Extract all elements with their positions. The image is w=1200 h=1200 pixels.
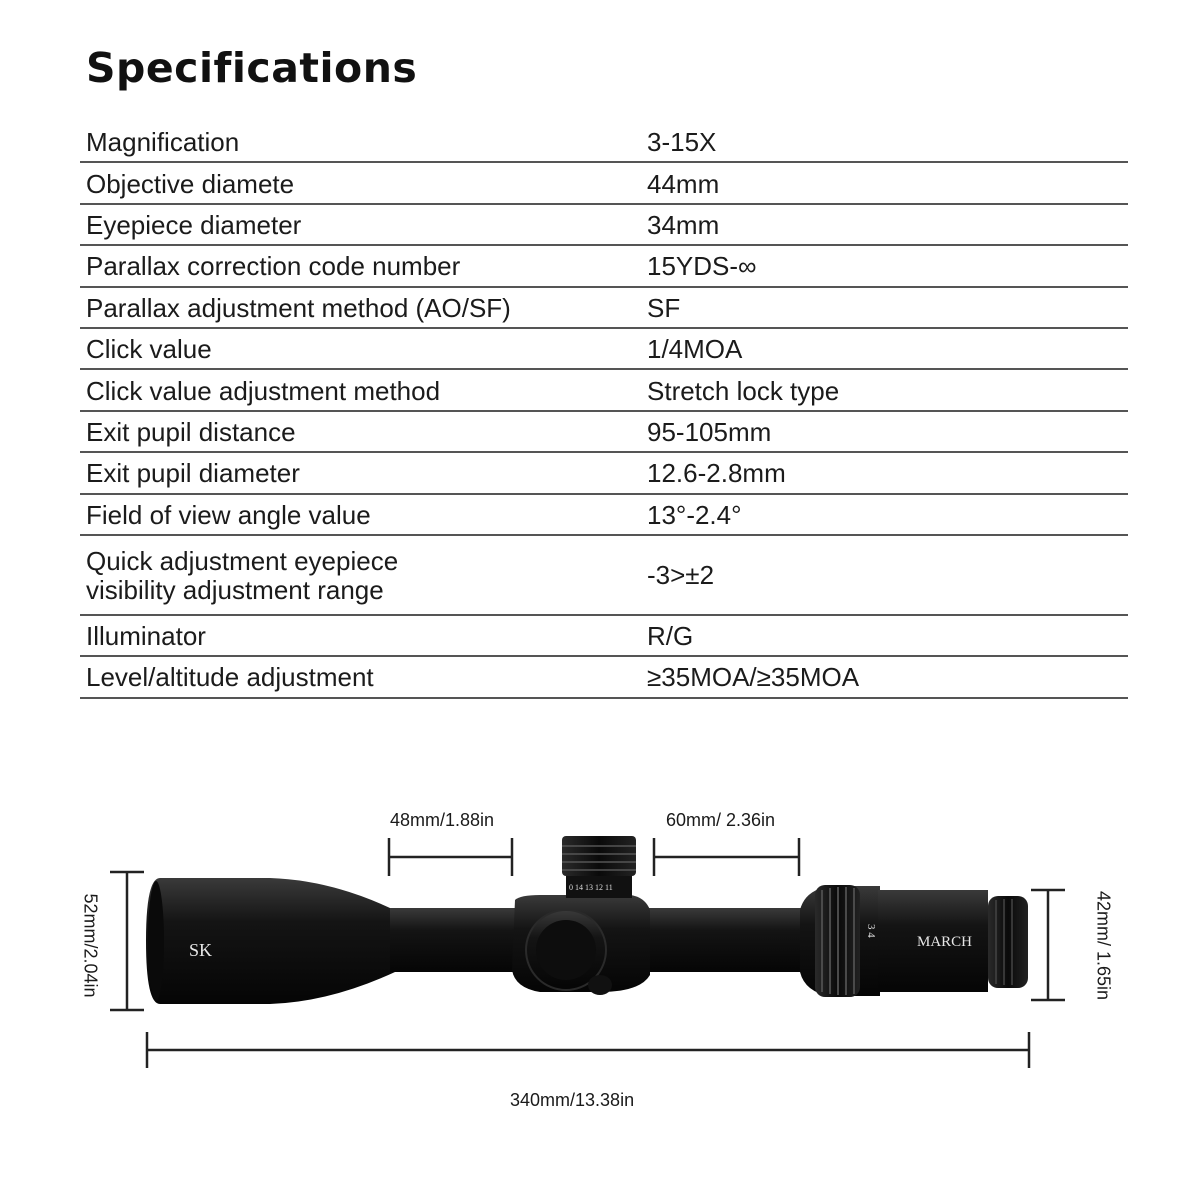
eyepiece-height-dimension-label: 42mm/ 1.65in	[1093, 890, 1114, 1001]
objective-bell	[146, 878, 395, 1004]
specifications-table	[80, 122, 1128, 699]
spec-value: -3>±2	[647, 560, 715, 591]
page-title: Specifications	[86, 44, 418, 92]
table-row	[80, 163, 1128, 204]
spec-label: Parallax correction code number	[86, 251, 461, 282]
table-row	[80, 495, 1128, 536]
spec-label: Parallax adjustment method (AO/SF)	[86, 292, 511, 323]
eyepiece-ring	[988, 896, 1028, 988]
table-row	[80, 329, 1128, 370]
spec-label: Click value adjustment method	[86, 375, 441, 406]
turret-numbers: 0 14 13 12 11	[569, 883, 613, 892]
objective-lens-rim	[148, 881, 164, 1001]
scope-dimension-diagram	[0, 760, 1200, 1160]
table-row	[80, 536, 1128, 616]
ring-numbers: 3 4	[865, 924, 877, 938]
spec-label: Illuminator	[86, 621, 206, 652]
illumination-knob	[588, 975, 612, 995]
spec-label: Magnification	[86, 127, 240, 158]
eyepiece-brand-label: MARCH	[917, 934, 973, 950]
spec-label: Click value	[86, 334, 212, 365]
table-row	[80, 246, 1128, 287]
spec-value: 44mm	[647, 168, 720, 199]
spec-label: Exit pupil diameter	[86, 458, 300, 489]
table-row	[80, 616, 1128, 657]
tube-left-dimension-label: 48mm/1.88in	[390, 810, 495, 830]
tube-right-dimension-label: 60mm/ 2.36in	[666, 810, 776, 830]
spec-value: 12.6-2.8mm	[647, 458, 786, 489]
spec-value: 95-105mm	[647, 416, 772, 447]
table-row	[80, 453, 1128, 494]
spec-value: 34mm	[647, 209, 720, 240]
spec-value: 1/4MOA	[647, 334, 743, 365]
objective-height-dimension-label: 52mm/2.04in	[80, 893, 101, 998]
table-row	[80, 288, 1128, 329]
spec-label: Field of view angle value	[86, 499, 371, 530]
scope-drawing	[0, 760, 1200, 1160]
spec-value: Stretch lock type	[647, 375, 840, 406]
table-row	[80, 412, 1128, 453]
spec-value: SF	[647, 292, 681, 323]
objective-brand-label: SK	[189, 940, 213, 960]
spec-label: Exit pupil distance	[86, 416, 296, 447]
table-row	[80, 370, 1128, 411]
spec-value: 3-15X	[647, 127, 717, 158]
spec-value: 13°-2.4°	[647, 499, 742, 530]
table-row	[80, 122, 1128, 163]
total-length-dimension-label: 340mm/13.38in	[510, 1090, 635, 1110]
spec-value: 15YDS-∞	[647, 251, 757, 282]
spec-value: ≥35MOA/≥35MOA	[647, 662, 860, 693]
spec-label: Quick adjustment eyepiece visibility adjustment range	[86, 545, 399, 605]
table-row	[80, 657, 1128, 698]
spec-label: Eyepiece diameter	[86, 209, 302, 240]
spec-label: Level/altitude adjustment	[86, 662, 374, 693]
spec-value: R/G	[647, 621, 694, 652]
table-row	[80, 205, 1128, 246]
spec-label: Objective diamete	[86, 168, 295, 199]
